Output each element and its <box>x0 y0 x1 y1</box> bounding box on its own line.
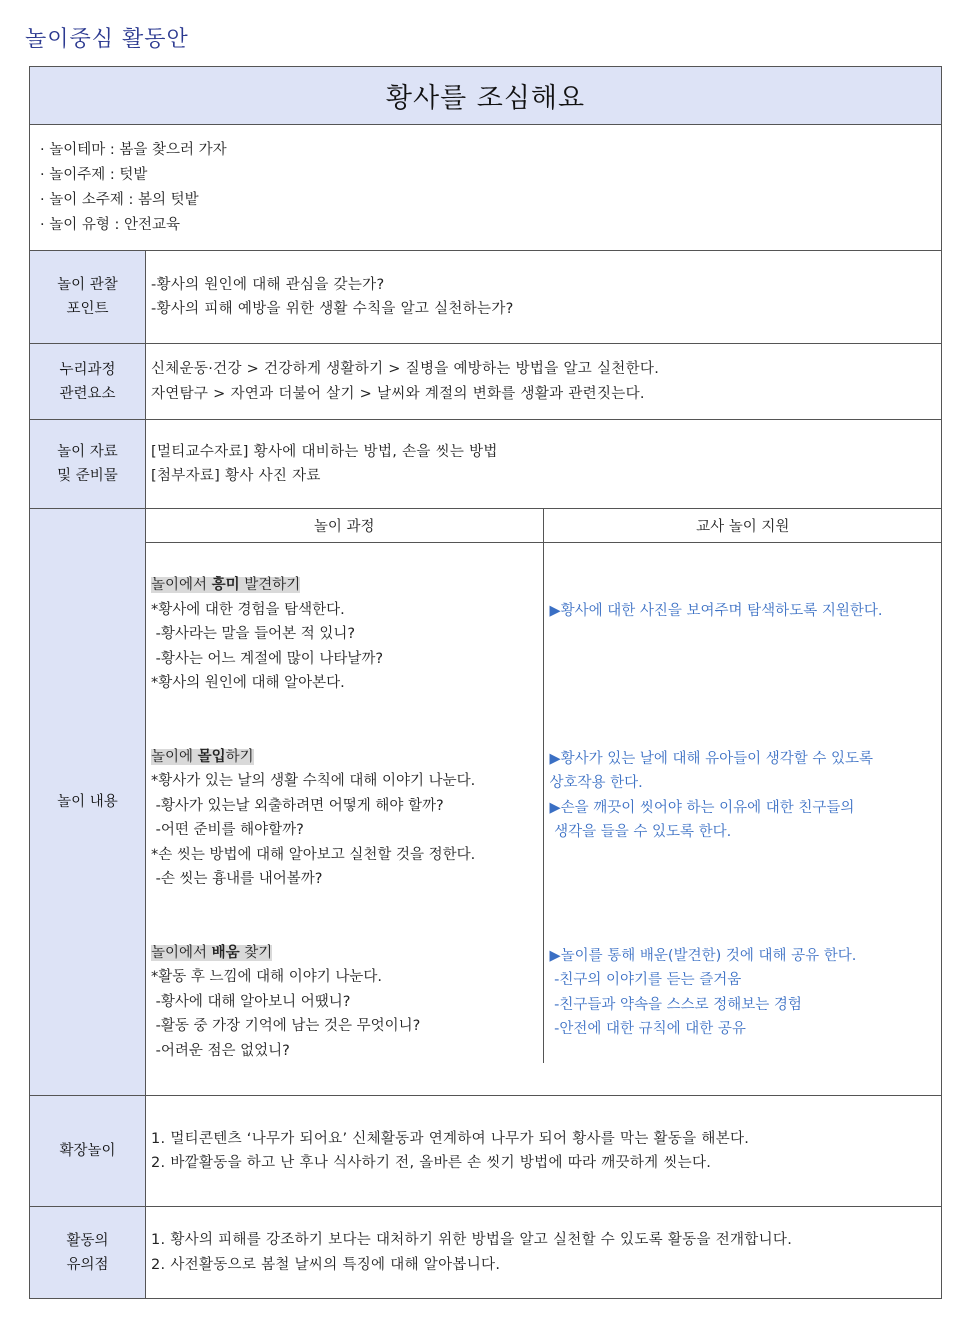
heading-bold: 배움 <box>211 944 240 961</box>
nuri-label-line2: 관련요소 <box>59 385 116 402</box>
nuri-line: 자연탐구 > 자연과 더불어 살기 > 날씨와 계절의 변화를 생활과 관련짓는다. <box>151 385 645 402</box>
extend-line: 1. 멀티콘텐츠 ‘나무가 되어요’ 신체활동과 연계하여 나무가 되어 황사를 막는 활동을 해본다. <box>151 1130 750 1147</box>
document-title: 놀이중심 활동안 <box>25 27 189 52</box>
process-line: -황사는 어느 계절에 많이 나타날까? <box>151 650 384 667</box>
notes-label <box>30 1207 146 1299</box>
info-topic: · 놀이주제 : 텃밭 <box>40 166 148 183</box>
heading-bold: 흥미 <box>211 577 240 593</box>
nuri-label-line1: 누리과정 <box>59 361 116 378</box>
section-interest <box>151 573 543 696</box>
section-immersion <box>151 745 543 892</box>
support-line: ▶황사에 대한 사진을 보여주며 탐색하도록 지원한다. <box>549 603 883 619</box>
col-header-process: 놀이 과정 <box>146 509 543 543</box>
observe-line: -황사의 원인에 대해 관심을 갖는가? <box>151 276 385 293</box>
heading-post: 발견하기 <box>239 577 301 593</box>
nuri-label <box>30 344 146 420</box>
info-section <box>30 125 942 251</box>
support-line: ▶놀이를 통해 배운(발견한) 것에 대해 공유 한다. <box>549 947 857 964</box>
extend-line: 2. 바깥활동을 하고 난 후나 식사하기 전, 올바른 손 씻기 방법에 따라 깨끗하게 씻는다. <box>151 1155 712 1171</box>
material-label-line1: 놀이 자료 <box>57 444 118 460</box>
col-header-support: 교사 놀이 지원 <box>543 509 942 543</box>
notes-label-line2: 유의점 <box>66 1256 109 1273</box>
content-body <box>146 509 942 1096</box>
notes-value <box>146 1207 942 1299</box>
process-column <box>146 543 543 1064</box>
process-line: *손 씻는 방법에 대해 알아보고 실천할 것을 정한다. <box>151 846 476 863</box>
heading-pre: 놀이에서 <box>151 577 212 593</box>
process-line: -황사가 있는날 외출하려면 어떻게 해야 할까? <box>151 797 444 814</box>
heading-pre: 놀이에서 <box>151 944 212 961</box>
support-group-1 <box>550 599 943 624</box>
material-label-line2: 및 준비물 <box>57 468 118 484</box>
support-group-2 <box>550 747 943 845</box>
support-group-3 <box>550 944 943 1042</box>
info-type: · 놀이 유형 : 안전교육 <box>40 216 180 233</box>
notes-line: 1. 황사의 피해를 강조하기 보다는 대처하기 위한 방법을 알고 실천할 수 있도록 활동을 전개합니다. <box>151 1232 793 1248</box>
process-line: -손 씻는 흉내를 내어볼까? <box>151 871 323 887</box>
support-line: -안전에 대한 규칙에 대한 공유 <box>549 1021 746 1037</box>
process-line: *황사의 원인에 대해 알아본다. <box>151 675 345 691</box>
activity-plan-table <box>29 66 942 1299</box>
observe-value <box>146 251 942 344</box>
observe-label <box>30 251 146 344</box>
notes-line: 2. 사전활동으로 봄철 날씨의 특징에 대해 알아봅니다. <box>151 1256 501 1273</box>
info-subtopic: · 놀이 소주제 : 봄의 텃밭 <box>40 191 199 208</box>
support-column <box>543 543 942 1064</box>
heading-bold: 몰입 <box>197 748 226 765</box>
content-inner-table <box>146 509 942 1063</box>
material-line: [첨부자료] 황사 사진 자료 <box>151 468 321 484</box>
observe-label-line1: 놀이 관찰 <box>57 277 118 293</box>
process-line: -활동 중 가장 기억에 남는 것은 무엇이니? <box>151 1018 421 1034</box>
section-heading <box>151 577 300 593</box>
support-line: -친구들과 약속을 스스로 정해보는 경험 <box>549 996 802 1013</box>
extend-label: 확장놀이 <box>30 1096 146 1207</box>
nuri-value <box>146 344 942 420</box>
content-label: 놀이 내용 <box>30 509 146 1096</box>
section-heading <box>151 749 254 765</box>
support-line: ▶손을 깨끗이 씻어야 하는 이유에 대한 친구들의 <box>549 799 855 816</box>
heading-post: 찾기 <box>239 944 273 961</box>
material-line: [멀티교수자료] 황사에 대비하는 방법, 손을 씻는 방법 <box>151 443 498 460</box>
material-label <box>30 420 146 509</box>
process-line: -황사에 대해 알아보니 어땠니? <box>151 993 351 1010</box>
nuri-line: 신체운동·건강 > 건강하게 생활하기 > 질병을 예방하는 방법을 알고 실천한다. <box>151 361 660 377</box>
support-line: 상호작용 한다. <box>549 775 643 791</box>
support-line: ▶황사가 있는 날에 대해 유아들이 생각할 수 있도록 <box>549 750 874 767</box>
observe-label-line2: 포인트 <box>66 301 109 317</box>
section-learning <box>151 941 543 1064</box>
process-line: *활동 후 느낌에 대해 이야기 나눈다. <box>151 969 383 985</box>
process-line: -어려운 점은 없었니? <box>151 1042 290 1059</box>
heading-pre: 놀이에 <box>151 748 198 765</box>
process-line: *황사가 있는 날의 생활 수칙에 대해 이야기 나눈다. <box>151 773 476 789</box>
extend-value <box>146 1096 942 1207</box>
process-line: *황사에 대한 경험을 탐색한다. <box>151 601 345 618</box>
process-line: -황사라는 말을 들어본 적 있니? <box>151 626 356 642</box>
activity-title: 황사를 조심해요 <box>30 67 942 125</box>
support-line: -친구의 이야기를 듣는 즐거움 <box>549 972 742 988</box>
process-line: -어떤 준비를 해야할까? <box>151 822 304 838</box>
notes-label-line1: 활동의 <box>66 1232 109 1249</box>
info-theme: · 놀이테마 : 봄을 찾으러 가자 <box>40 141 227 158</box>
section-heading <box>151 945 272 961</box>
observe-line: -황사의 피해 예방을 위한 생활 수칙을 알고 실천하는가? <box>151 301 514 317</box>
material-value <box>146 420 942 509</box>
support-line: 생각을 들을 수 있도록 한다. <box>549 824 732 840</box>
heading-post: 하기 <box>225 748 254 765</box>
